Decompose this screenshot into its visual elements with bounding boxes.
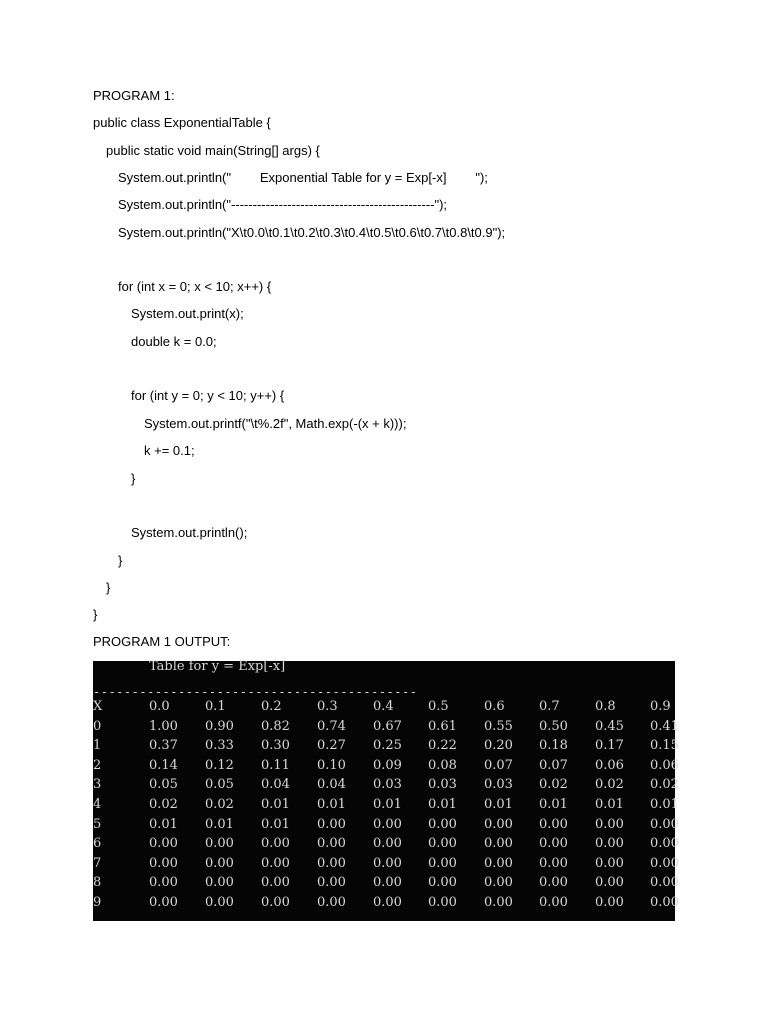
table-cell: 0.74 [317, 718, 346, 734]
table-cell: 0.00 [149, 855, 178, 871]
table-cell: 0.00 [539, 875, 568, 891]
table-cell: 0.01 [205, 816, 234, 832]
table-cell: 0.00 [595, 836, 624, 852]
table-cell: 0.33 [205, 738, 234, 754]
table-cell: 0.00 [595, 855, 624, 871]
table-cell: 0.02 [650, 777, 679, 793]
table-cell: 0.05 [149, 777, 178, 793]
table-cell: 0.01 [484, 797, 513, 812]
table-cell: 0.00 [373, 855, 402, 871]
table-cell: 0.00 [428, 875, 457, 891]
table-cell: 0.00 [428, 836, 457, 852]
table-cell: 0.02 [149, 797, 178, 812]
table-cell: 0.00 [373, 836, 402, 852]
table-cell: 0.82 [261, 718, 290, 734]
table-cell: 0.37 [149, 738, 178, 754]
table-cell: 0.00 [261, 895, 290, 910]
table-cell: 0.61 [428, 718, 457, 734]
terminal-title: Table for y = Exp[-x] [149, 659, 286, 674]
table-cell: 0.05 [205, 777, 234, 793]
table-cell: 0.08 [428, 757, 457, 773]
table-cell: 0.01 [595, 797, 624, 812]
code-line: public class ExponentialTable { [93, 115, 271, 130]
output-heading: PROGRAM 1 OUTPUT: [93, 634, 231, 649]
table-cell: 0.00 [205, 875, 234, 891]
table-cell: 0.10 [317, 757, 346, 773]
table-cell: 0.00 [317, 875, 346, 891]
code-line: System.out.println("X\t0.0\t0.1\t0.2\t0.3\t0.4\t0.5\t0.6\t0.7\t0.8\t0.9"); [118, 225, 506, 240]
code-line: for (int x = 0; x < 10; x++) { [118, 279, 272, 294]
table-header-cell: 0.7 [539, 699, 560, 714]
table-cell: 0.00 [595, 875, 624, 891]
table-cell: 0.00 [205, 895, 234, 910]
table-header-cell: 0.0 [149, 699, 170, 714]
code-line: k += 0.1; [144, 443, 195, 458]
table-cell: 0.00 [373, 895, 402, 910]
table-cell: 1.00 [149, 718, 178, 734]
code-line: public static void main(String[] args) { [106, 143, 320, 158]
table-cell: 0.00 [205, 836, 234, 852]
table-header-cell: 0.9 [650, 699, 671, 714]
table-cell: 0.04 [317, 777, 346, 793]
table-row-label: 2 [93, 757, 102, 773]
table-row-label: 7 [93, 855, 102, 871]
table-cell: 0.25 [373, 738, 402, 754]
table-row-label: 5 [93, 816, 102, 832]
table-cell: 0.17 [595, 738, 624, 754]
table-cell: 0.07 [484, 757, 513, 773]
code-line: System.out.println("-----------------------------------------------"); [118, 197, 448, 212]
table-cell: 0.00 [539, 836, 568, 852]
table-row-label: 4 [93, 797, 102, 812]
table-cell: 0.00 [539, 816, 568, 832]
table-cell: 0.00 [484, 875, 513, 891]
table-cell: 0.01 [261, 816, 290, 832]
table-header-cell: 0.1 [205, 699, 226, 714]
table-cell: 0.27 [317, 738, 346, 754]
table-cell: 0.00 [149, 895, 178, 910]
table-cell: 0.67 [373, 718, 402, 734]
table-cell: 0.00 [317, 855, 346, 871]
table-cell: 0.00 [539, 855, 568, 871]
table-cell: 0.00 [595, 895, 624, 910]
code-line: double k = 0.0; [131, 334, 217, 349]
code-line: } [131, 471, 136, 486]
terminal-divider: ------------------------------------------ [93, 685, 418, 699]
table-cell: 0.07 [539, 757, 568, 773]
code-line: } [106, 580, 111, 595]
table-header-cell: 0.3 [317, 699, 338, 714]
table-cell: 0.00 [261, 855, 290, 871]
table-cell: 0.00 [317, 816, 346, 832]
table-cell: 0.00 [149, 836, 178, 852]
table-row-label: 6 [93, 836, 102, 852]
code-line: for (int y = 0; y < 10; y++) { [131, 388, 285, 403]
table-cell: 0.01 [539, 797, 568, 812]
table-header-cell: 0.8 [595, 699, 616, 714]
table-cell: 0.01 [373, 797, 402, 812]
terminal-output-screenshot [93, 659, 679, 921]
code-line: System.out.println(); [131, 525, 248, 540]
table-cell: 0.00 [317, 895, 346, 910]
table-cell: 0.00 [650, 855, 679, 871]
code-line: } [93, 607, 98, 622]
table-cell: 0.11 [261, 757, 290, 773]
table-cell: 0.00 [595, 816, 624, 832]
table-cell: 0.12 [205, 757, 234, 773]
table-cell: 0.18 [539, 738, 568, 754]
table-cell: 0.00 [484, 895, 513, 910]
table-cell: 0.00 [428, 816, 457, 832]
table-cell: 0.01 [149, 816, 178, 832]
table-cell: 0.00 [484, 816, 513, 832]
table-cell: 0.00 [428, 855, 457, 871]
table-cell: 0.00 [650, 895, 679, 910]
table-header-cell: 0.6 [484, 699, 505, 714]
table-cell: 0.06 [595, 757, 624, 773]
table-cell: 0.06 [650, 757, 679, 773]
table-cell: 0.30 [261, 738, 290, 754]
code-line: System.out.printf("\t%.2f", Math.exp(-(x + k))); [144, 416, 407, 431]
table-cell: 0.00 [261, 875, 290, 891]
table-cell: 0.03 [428, 777, 457, 793]
table-cell: 0.41 [650, 718, 679, 734]
table-cell: 0.09 [373, 757, 402, 773]
table-cell: 0.02 [205, 797, 234, 812]
code-line: System.out.print(x); [131, 306, 244, 321]
table-cell: 0.00 [317, 836, 346, 852]
table-row-label: 0 [93, 718, 102, 734]
table-row-label: 9 [93, 895, 102, 910]
table-cell: 0.00 [539, 895, 568, 910]
table-cell: 0.50 [539, 718, 568, 734]
table-cell: 0.45 [595, 718, 624, 734]
table-cell: 0.03 [373, 777, 402, 793]
table-cell: 0.55 [484, 718, 513, 734]
table-header-cell: 0.4 [373, 699, 394, 714]
table-cell: 0.02 [595, 777, 624, 793]
table-cell: 0.90 [205, 718, 234, 734]
code-line: } [118, 553, 123, 568]
table-cell: 0.00 [149, 875, 178, 891]
table-cell: 0.02 [539, 777, 568, 793]
table-cell: 0.00 [650, 816, 679, 832]
table-cell: 0.15 [650, 738, 679, 754]
table-cell: 0.01 [317, 797, 346, 812]
code-line: System.out.println(" Exponential Table for y = Exp[-x] "); [118, 170, 488, 185]
program-heading: PROGRAM 1: [93, 88, 175, 103]
table-row-label: 1 [93, 738, 102, 754]
table-cell: 0.00 [428, 895, 457, 910]
table-header-cell: 0.2 [261, 699, 282, 714]
table-cell: 0.01 [261, 797, 290, 812]
table-cell: 0.14 [149, 757, 178, 773]
table-cell: 0.00 [373, 816, 402, 832]
table-cell: 0.00 [484, 836, 513, 852]
table-cell: 0.20 [484, 738, 513, 754]
table-cell: 0.00 [650, 875, 679, 891]
table-cell: 0.00 [650, 836, 679, 852]
table-row-label: 8 [93, 875, 102, 891]
table-cell: 0.00 [261, 836, 290, 852]
table-cell: 0.00 [484, 855, 513, 871]
table-cell: 0.01 [428, 797, 457, 812]
table-cell: 0.01 [650, 797, 679, 812]
table-cell: 0.00 [205, 855, 234, 871]
table-cell: 0.04 [261, 777, 290, 793]
table-cell: 0.22 [428, 738, 457, 754]
table-header-cell: 0.5 [428, 699, 449, 714]
table-cell: 0.00 [373, 875, 402, 891]
table-cell: 0.03 [484, 777, 513, 793]
table-header-cell: X [93, 699, 103, 714]
table-row-label: 3 [93, 777, 102, 793]
